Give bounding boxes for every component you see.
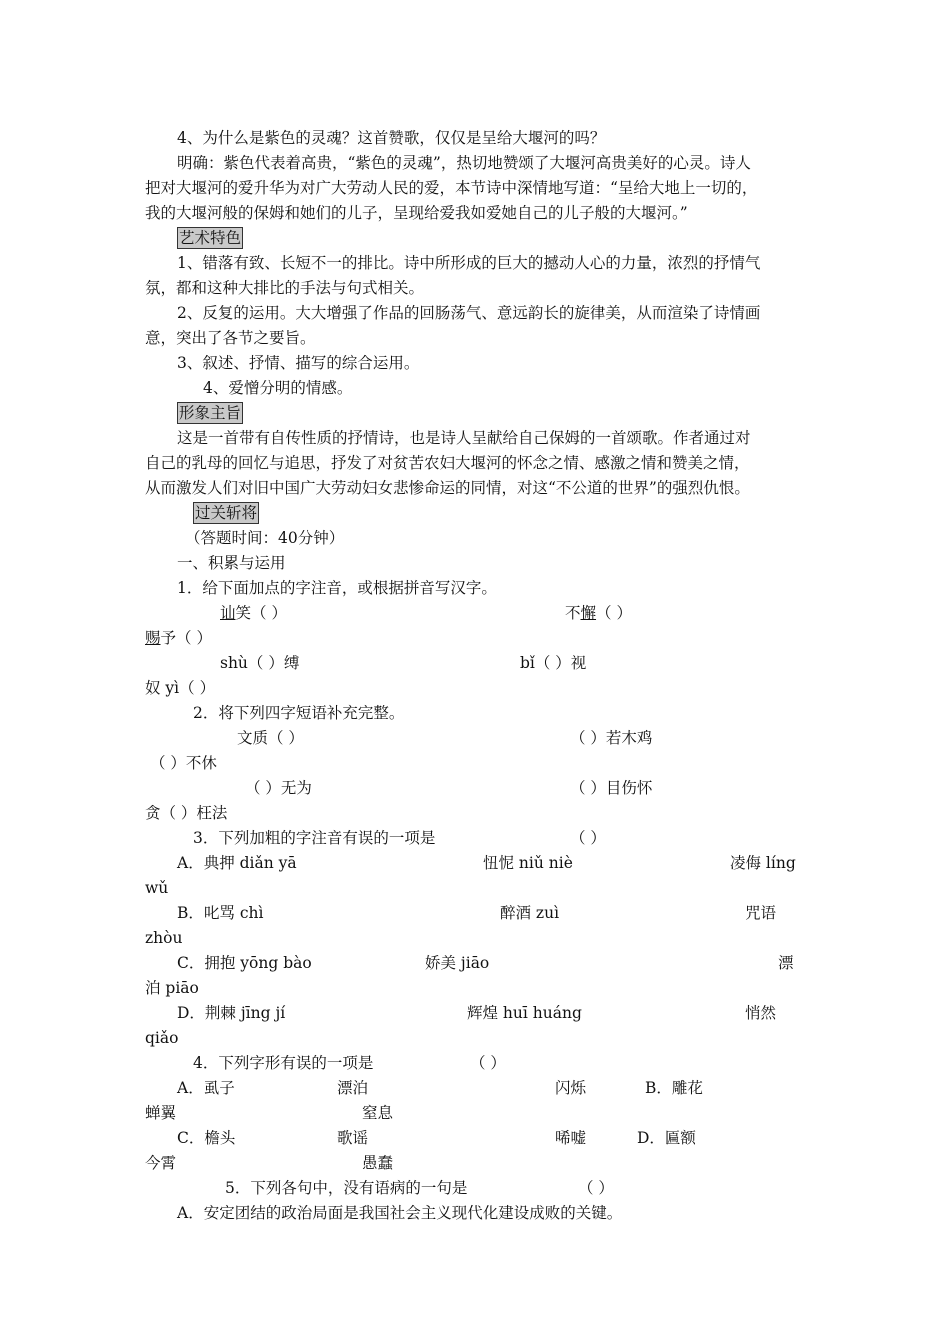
q3-stem: 3．下列加粗的字注音有误的一项是	[193, 829, 436, 847]
q4-option-b-2: 蝉翼	[145, 1104, 177, 1122]
art-line-2: 氛，都和这种大排比的手法与句式相关。	[145, 279, 425, 297]
theme-line-2: 自己的乳母的回忆与追思，抒发了对贫苦农妇大堰河的怀念之情、感激之情和赞美之情，	[145, 454, 750, 472]
q2-item-e: （ ）目伤怀	[570, 779, 653, 797]
q1-c-dotted-char: 赐	[145, 629, 161, 647]
q4-option-d-2: 今霄	[145, 1154, 177, 1172]
q3-option-b-1: B．叱骂 chì	[177, 904, 264, 922]
q3-option-a-1: A．典押 diǎn yā	[177, 854, 297, 872]
theme-heading: 形象主旨	[179, 404, 242, 422]
theme-line-3: 从而激发人们对旧中国广大劳动妇女悲惨命运的同情，对这“不公道的世界”的强烈仇恨。	[145, 479, 750, 497]
q3-option-c-4: 泊 piāo	[145, 979, 199, 997]
q4-option-b-1: B．雕花	[645, 1079, 703, 1097]
q4-option-d-3: 愚蠢	[362, 1154, 394, 1172]
art-line-5: 3、叙述、抒情、描写的综合运用。	[177, 354, 420, 372]
question-4: 4、为什么是紫色的灵魂？这首赞歌，仅仅是呈给大堰河的吗？	[177, 129, 606, 147]
art-line-6: 4、爱憎分明的情感。	[203, 379, 353, 397]
q5-stem: 5．下列各句中，没有语病的一句是	[225, 1179, 468, 1197]
art-line-4: 意，突出了各节之要旨。	[145, 329, 316, 347]
q3-option-d-3: 悄然	[745, 1004, 777, 1022]
q4-option-c-3: 唏嘘	[555, 1129, 587, 1147]
q4-option-a-1: A．虱子	[177, 1079, 235, 1097]
art-heading: 艺术特色	[179, 229, 242, 247]
q2-item-d: （ ）无为	[245, 779, 312, 797]
q4-option-a-2: 漂泊	[337, 1079, 369, 1097]
q5-answer-paren: （ ）	[578, 1179, 614, 1197]
q3-answer-paren: （ ）	[570, 829, 606, 847]
q1-item-f: 奴 yì（ ）	[145, 679, 216, 697]
q4-option-c-1: C．檐头	[177, 1129, 236, 1147]
answer-line-2: 把对大堰河的爱升华为对广大劳动人民的爱，本节诗中深情地写道：“呈给大地上一切的，	[145, 179, 758, 197]
q1-a-dotted-char: 讪	[220, 604, 236, 622]
q1-b-dotted-char: 懈	[580, 604, 597, 622]
art-line-1: 1、错落有致、长短不一的排比。诗中所形成的巨大的撼动人心的力量，浓烈的抒情气	[177, 254, 761, 272]
q1-item-a	[220, 603, 287, 623]
q3-option-c-2: 娇美 jiāo	[425, 954, 490, 972]
q3-option-a-3: 凌侮 líng	[730, 854, 796, 872]
q1-item-c	[145, 628, 212, 648]
theme-line-1: 这是一首带有自传性质的抒情诗，也是诗人呈献给自己保姆的一首颂歌。作者通过对	[177, 429, 751, 447]
q2-item-a: 文质（ ）	[237, 729, 304, 747]
q1-item-d: shù（ ）缚	[220, 654, 300, 672]
q4-option-a-3: 闪烁	[555, 1079, 587, 1097]
q3-option-b-4: zhòu	[145, 929, 183, 947]
q2-item-b: （ ）若木鸡	[570, 729, 653, 747]
section-title: 一、积累与运用	[177, 554, 286, 572]
q2-stem: 2．将下列四字短语补充完整。	[193, 704, 405, 722]
q4-option-c-2: 歌谣	[337, 1129, 369, 1147]
q3-option-d-1: D．荆棘 jīng jí	[177, 1004, 286, 1022]
q3-option-d-2: 辉煌 huī huáng	[467, 1004, 582, 1022]
q4-stem: 4．下列字形有误的一项是	[193, 1054, 374, 1072]
answer-time: （答题时间：40分钟）	[185, 529, 345, 547]
q5-option-a: A．安定团结的政治局面是我国社会主义现代化建设成败的关键。	[177, 1204, 623, 1222]
answer-line-3: 我的大堰河般的保姆和她们的儿子，呈现给爱我如爱她自己的儿子般的大堰河。”	[145, 204, 688, 222]
q1-item-e: bǐ（ ）视	[520, 654, 587, 672]
q2-item-f: 贪（ ）枉法	[145, 804, 228, 822]
q3-option-b-2: 醉酒 zuì	[500, 904, 560, 922]
q1-c-text: 予（ ）	[160, 629, 212, 647]
q1-stem: 1．给下面加点的字注音，或根据拼音写汉字。	[177, 579, 497, 597]
q1-a-text: 笑（ ）	[235, 604, 287, 622]
q4-answer-paren: （ ）	[470, 1054, 506, 1072]
q2-item-c: （ ）不休	[150, 754, 217, 772]
answer-line-1: 明确：紫色代表着高贵，“紫色的灵魂”，热切地赞颂了大堰河高贵美好的心灵。诗人	[177, 154, 751, 172]
q4-option-d-1: D．匾额	[637, 1129, 696, 1147]
q1-b-text: （ ）	[596, 604, 632, 622]
q3-option-d-4: qiǎo	[145, 1029, 179, 1047]
art-line-3: 2、反复的运用。大大增强了作品的回肠荡气、意远韵长的旋律美，从而渲染了诗情画	[177, 304, 761, 322]
q3-option-a-2: 忸怩 niǔ niè	[483, 854, 573, 872]
q3-option-a-4: wǔ	[145, 879, 169, 897]
q3-option-c-3: 漂	[778, 954, 794, 972]
q1-item-b	[565, 603, 632, 623]
q3-option-b-3: 咒语	[745, 904, 777, 922]
q3-option-c-1: C．拥抱 yōng bào	[177, 954, 312, 972]
q1-b-prefix: 不	[565, 604, 581, 622]
exercise-heading: 过关斩将	[195, 504, 258, 522]
q4-option-b-3: 窒息	[362, 1104, 394, 1122]
